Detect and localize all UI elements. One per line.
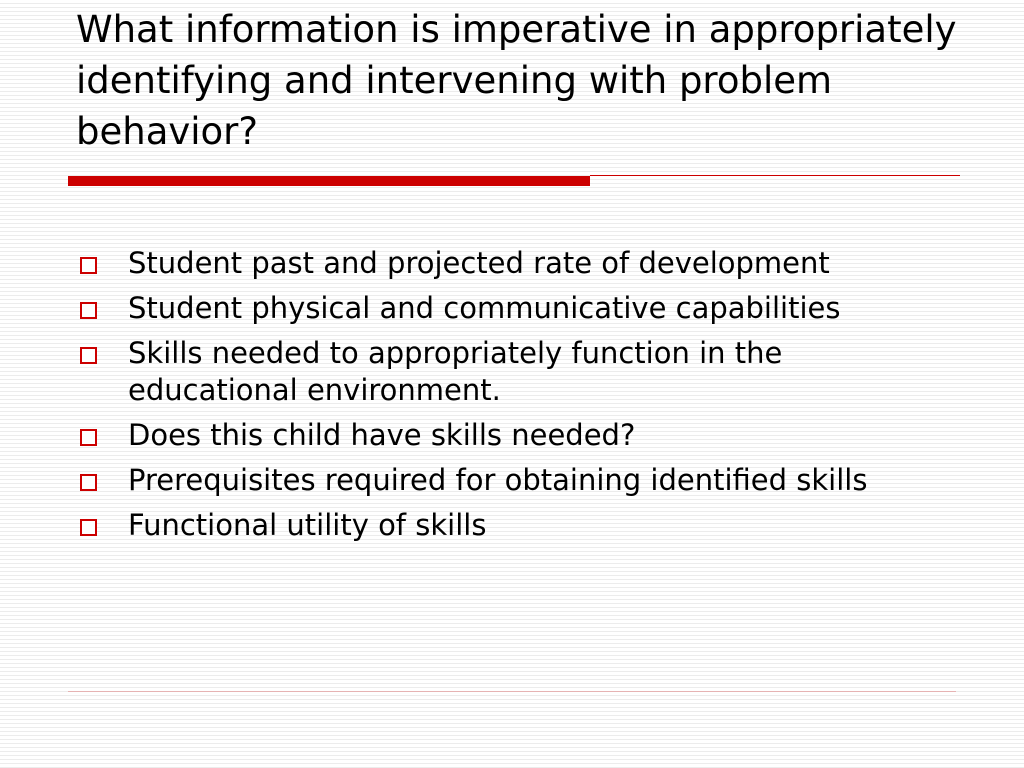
hollow-square-icon xyxy=(80,474,97,491)
bullet-text: Prerequisites required for obtaining identified skills xyxy=(128,463,868,497)
slide-title: What information is imperative in appropriately identifying and intervening with problem behavior? xyxy=(76,8,957,153)
list-item xyxy=(78,245,938,282)
list-item xyxy=(78,462,938,499)
bullet-text: Skills needed to appropriately function in the educational environment. xyxy=(128,336,783,407)
hollow-square-icon xyxy=(80,429,97,446)
hollow-square-icon xyxy=(80,519,97,536)
bullet-text: Student past and projected rate of development xyxy=(128,246,830,280)
hollow-square-icon xyxy=(80,302,97,319)
bullet-text: Student physical and communicative capabilities xyxy=(128,291,841,325)
list-item xyxy=(78,335,938,409)
list-item xyxy=(78,290,938,327)
footer-divider xyxy=(68,691,956,692)
title-underline-thin xyxy=(590,175,960,176)
bullet-list xyxy=(78,245,938,552)
hollow-square-icon xyxy=(80,347,97,364)
title-underline-accent xyxy=(68,176,590,186)
bullet-text: Functional utility of skills xyxy=(128,508,487,542)
bullet-text: Does this child have skills needed? xyxy=(128,418,636,452)
hollow-square-icon xyxy=(80,257,97,274)
list-item xyxy=(78,417,938,454)
list-item xyxy=(78,507,938,544)
